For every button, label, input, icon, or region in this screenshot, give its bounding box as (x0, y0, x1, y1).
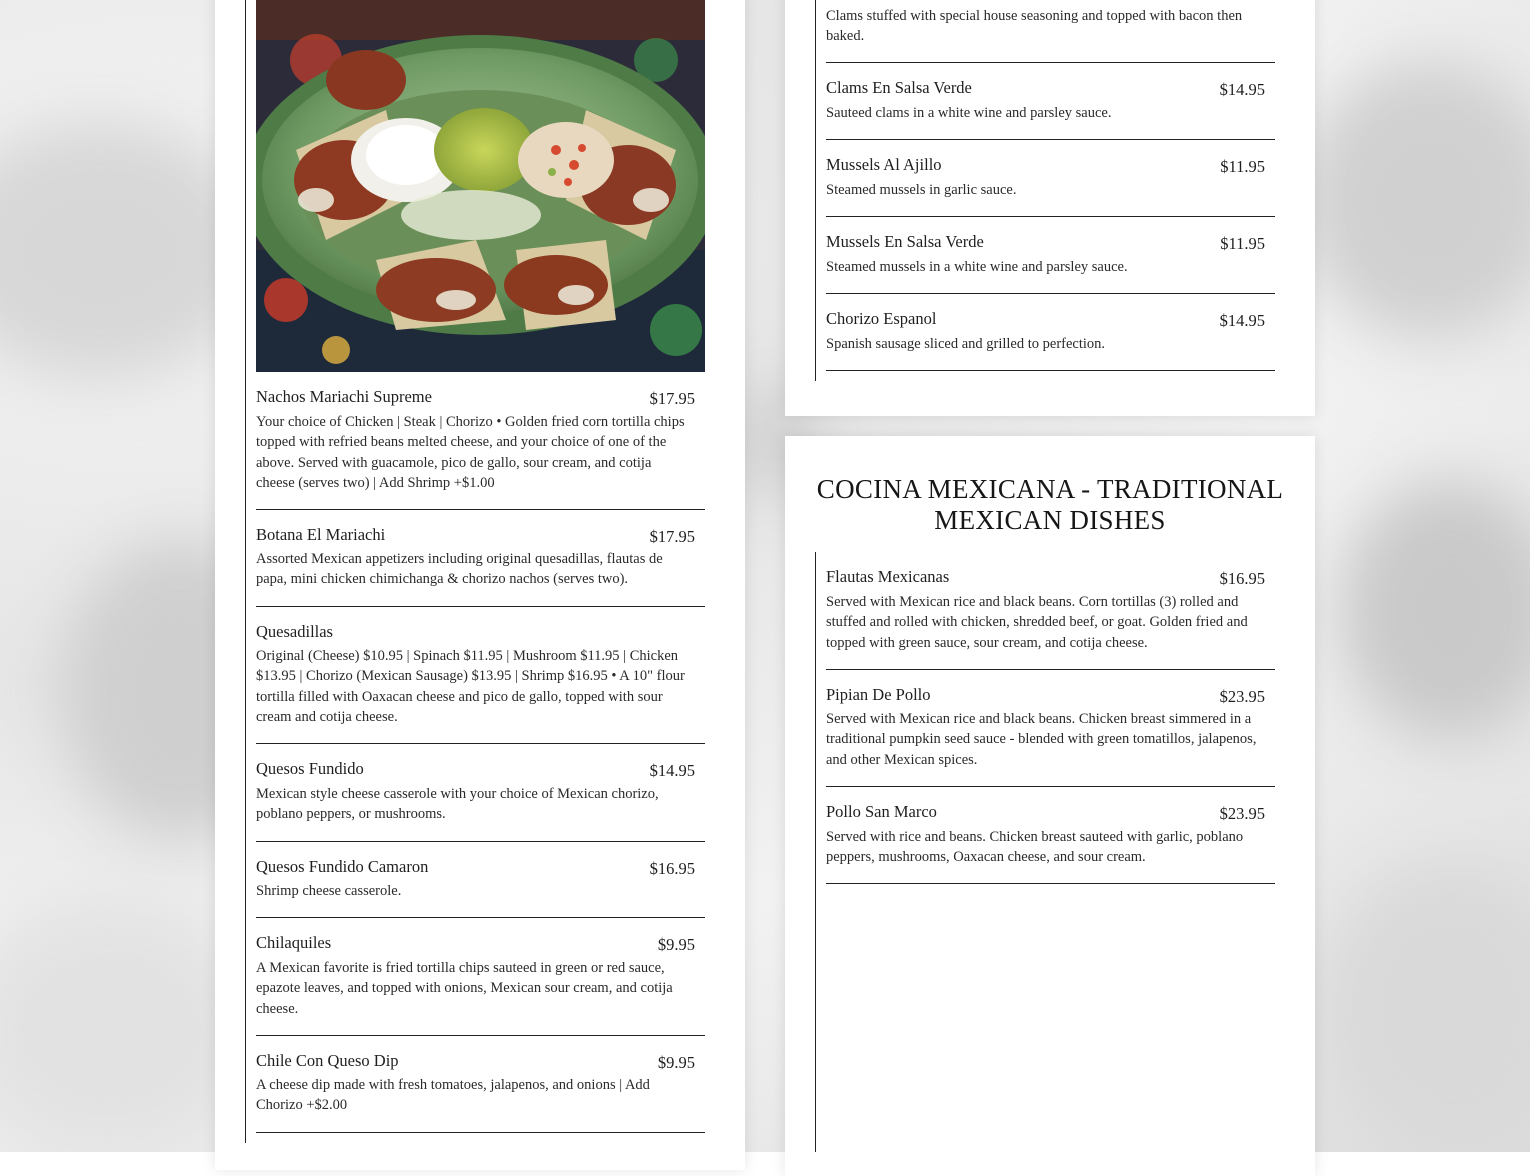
menu-item-price: $14.95 (1219, 80, 1265, 99)
menu-item-name: Clams En Salsa Verde (826, 78, 972, 97)
menu-item (826, 566, 1275, 670)
menu-item-description: Shrimp cheese casserole. (256, 883, 402, 899)
menu-item (256, 932, 705, 1036)
background-blur (1300, 60, 1530, 340)
menu-item-name: Mussels Al Ajillo (826, 155, 942, 174)
menu-item (826, 684, 1275, 787)
menu-item-description: Assorted Mexican appetizers including original quesadillas, flautas de papa, mini chicken chimichanga & chorizo nachos (serves two). (256, 551, 663, 588)
menu-item-name: Quesos Fundido Camaron (256, 857, 429, 876)
menu-item (256, 621, 705, 744)
menu-item-name: Pollo San Marco (826, 802, 937, 821)
background-blur (1320, 860, 1530, 1152)
menu-item (256, 1050, 705, 1133)
menu-item-price: $11.95 (1220, 234, 1265, 253)
menu-item-price: $11.95 (1220, 157, 1265, 176)
menu-item-description: Sauteed clams in a white wine and parsley sauce. (826, 105, 1112, 121)
menu-item (256, 856, 705, 918)
menu-item-partial (826, 0, 1275, 63)
menu-item-price: $16.95 (649, 859, 695, 878)
menu-item-price: $9.95 (657, 1053, 695, 1072)
section-title: COCINA MEXICANA - TRADITIONAL MEXICAN DISHES (816, 474, 1284, 535)
menu-item-price: $14.95 (1219, 311, 1265, 330)
menu-item-description: A cheese dip made with fresh tomatoes, jalapenos, and onions | Add Chorizo +$2.00 (256, 1077, 650, 1114)
column-rule (245, 0, 246, 1143)
menu-item (256, 524, 705, 607)
nachos-illustration (256, 0, 705, 372)
menu-item-name: Nachos Mariachi Supreme (256, 387, 432, 406)
menu-item-description: Steamed mussels in a white wine and parsley sauce. (826, 259, 1128, 275)
menu-item-price: $17.95 (649, 527, 695, 546)
menu-item-name: Pipian De Pollo (826, 685, 931, 704)
menu-item (826, 77, 1275, 140)
menu-item-name: Chile Con Queso Dip (256, 1051, 399, 1070)
menu-item-description: Original (Cheese) $10.95 | Spinach $11.95 | Mushroom $11.95 | Chicken $13.95 | Chorizo (Mexican Sausage) $13.95 | Shrimp $16.95 • A 10" flour tortilla filled with Oaxacan cheese and pico de gallo, topped with sour cream and cotija cheese. (256, 648, 685, 725)
menu-item-description: Served with Mexican rice and black beans. Chicken breast simmered in a traditional pumpkin seed sauce - blended with green tomatillos, jalapenos, and other Mexican spices. (826, 711, 1257, 768)
menu-item-price: $14.95 (649, 761, 695, 780)
menu-item-description: Served with rice and beans. Chicken breast sauteed with garlic, poblano peppers, mushrooms, Oaxacan cheese, and sour cream. (826, 829, 1244, 866)
menu-item-description: A Mexican favorite is fried tortilla chips sauteed in green or red sauce, epazote leaves, and topped with onions, Mexican sour cream, and cotija cheese. (256, 960, 673, 1017)
menu-item-description: Your choice of Chicken | Steak | Chorizo • Golden fried corn tortilla chips topped with refried beans melted cheese, and your choice of one of the above. Served with guacamole, pico de gallo, sour cream, and cotija cheese (serves two) | Add Shrimp +$1.00 (256, 414, 685, 491)
background-blur (1340, 480, 1530, 740)
menu-item (826, 231, 1275, 294)
menu-item (826, 801, 1275, 884)
menu-item-price: $16.95 (1219, 569, 1265, 588)
menu-item-price: $17.95 (649, 389, 695, 408)
menu-item-name: Quesos Fundido (256, 759, 364, 778)
column-rule (815, 552, 816, 1152)
menu-item (826, 154, 1275, 217)
menu-item-description: Served with Mexican rice and black beans. Corn tortillas (3) rolled and stuffed and rolled with chicken, shredded beef, or goat. Golden fried and topped with green sauce, sour cream, and cotija cheese. (826, 594, 1248, 651)
menu-item-description: Steamed mussels in garlic sauce. (826, 182, 1017, 198)
menu-item-description: Clams stuffed with special house seasoning and topped with bacon then baked. (826, 8, 1243, 45)
nachos-photo (256, 0, 705, 372)
menu-item (256, 758, 705, 842)
menu-item-name: Mussels En Salsa Verde (826, 232, 984, 251)
menu-item (256, 386, 705, 510)
menu-item-price: $23.95 (1219, 687, 1265, 706)
menu-item-name: Chorizo Espanol (826, 309, 937, 328)
menu-item (826, 308, 1275, 371)
menu-item-name: Quesadillas (256, 622, 333, 641)
menu-item-description: Mexican style cheese casserole with your choice of Mexican chorizo, poblano peppers, or mushrooms. (256, 786, 659, 823)
column-rule (815, 0, 816, 381)
menu-item-description: Spanish sausage sliced and grilled to perfection. (826, 336, 1106, 352)
menu-item-price: $9.95 (657, 935, 695, 954)
menu-item-name: Botana El Mariachi (256, 525, 386, 544)
menu-item-price: $23.95 (1219, 804, 1265, 823)
menu-item-name: Chilaquiles (256, 933, 332, 952)
menu-item-name: Flautas Mexicanas (826, 567, 950, 586)
